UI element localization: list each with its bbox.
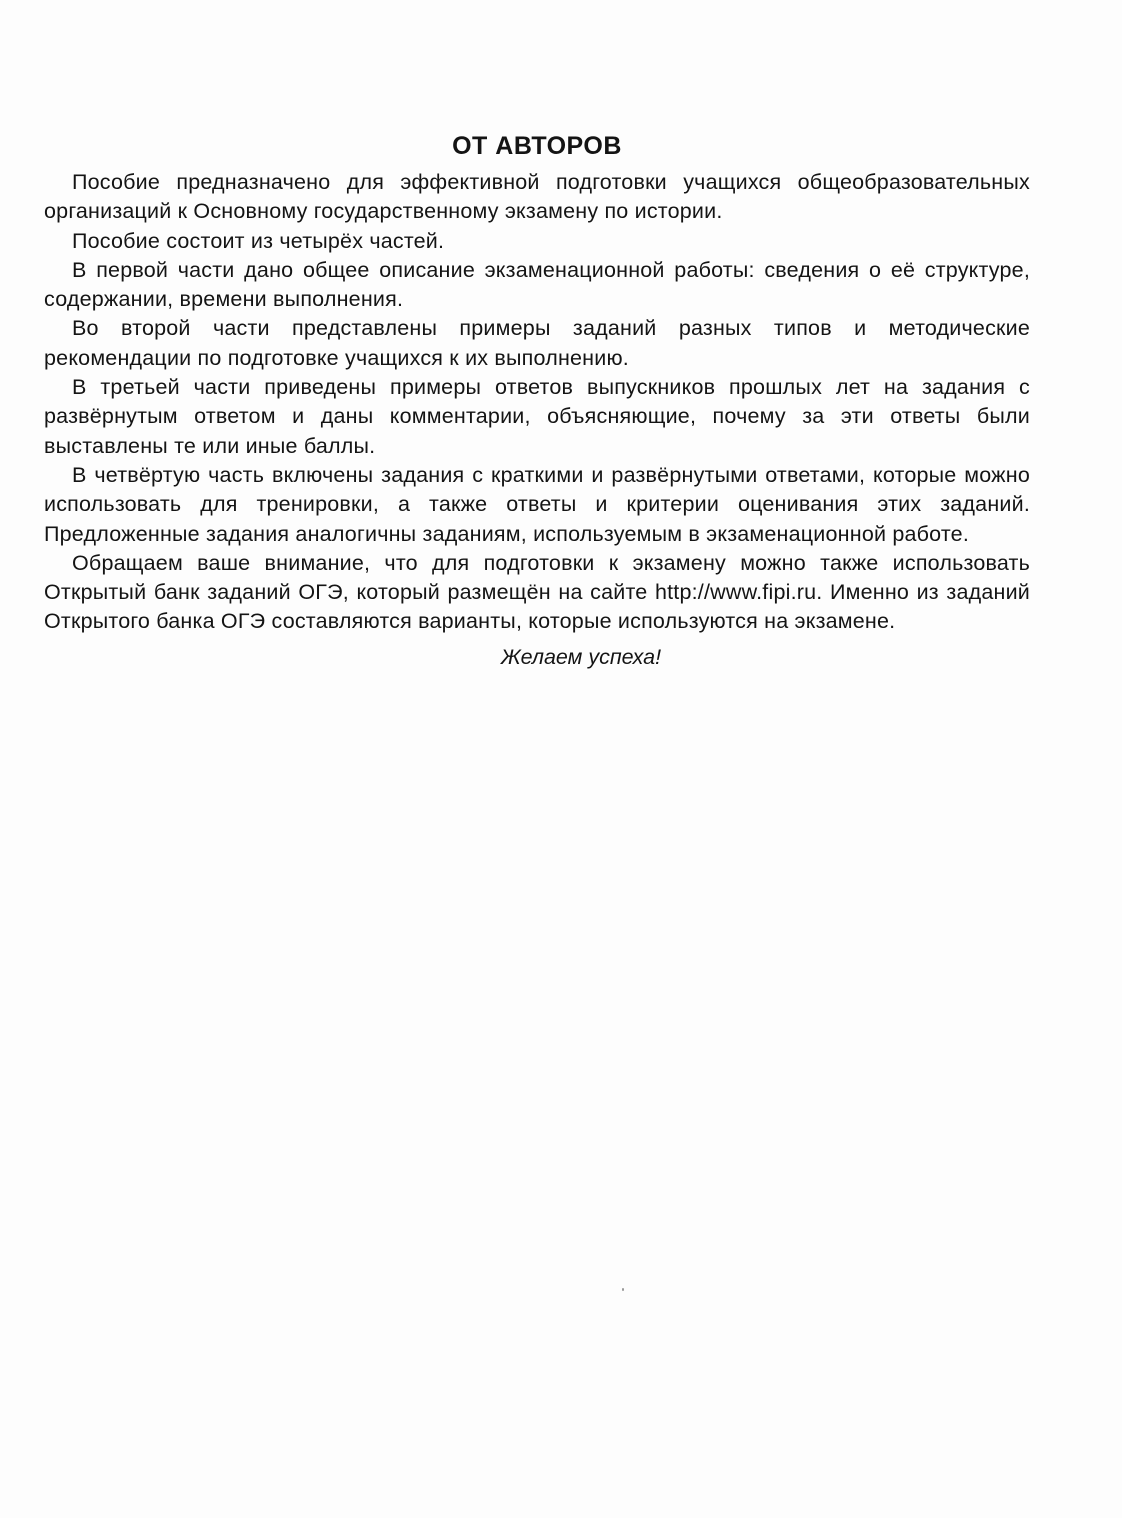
paragraph-part-one: В первой части дано общее описание экзаменационной работы: сведения о её структуре, содержании, времени выполнения. [44, 257, 1030, 312]
paragraph-part-four: В четвёртую часть включены задания с краткими и развёрнутыми ответами, которые можно использовать для тренировки, а также ответы и критерии оценивания этих заданий. Предложенные задания аналогичны заданиям, используемым в экзаменационной работе. [44, 462, 1030, 546]
paragraph-part-three: В третьей части приведены примеры ответов выпускников прошлых лет на задания с развёрнутым ответом и даны комментарии, объясняющие, почему за эти ответы были выставлены те или иные баллы. [44, 375, 1030, 458]
paragraph-part-two: Во второй части представлены примеры заданий разных типов и методические рекомендации по подготовке учащихся к их выполнению. [44, 316, 1030, 370]
paragraph-purpose: Пособие предназначено для эффективной подготовки учащихся общеобразовательных организаций к Основному государственному экзамену по истории. [44, 170, 1030, 224]
closing-wish: Желаем успеха! [500, 644, 662, 669]
paragraph-open-bank: Обращаем ваше внимание, что для подготовки к экзамену можно также использовать Открытый банк заданий ОГЭ, который размещён на сайте http://www.fipi.ru. Именно из заданий Открытого банка ОГЭ составляются варианты, которые используются на экзамене. [44, 550, 1030, 634]
page-title: ОТ АВТОРОВ [452, 132, 622, 160]
paragraph-structure: Пособие состоит из четырёх частей. [72, 228, 445, 253]
scan-speck [622, 1288, 624, 1291]
page-content [44, 128, 1030, 672]
